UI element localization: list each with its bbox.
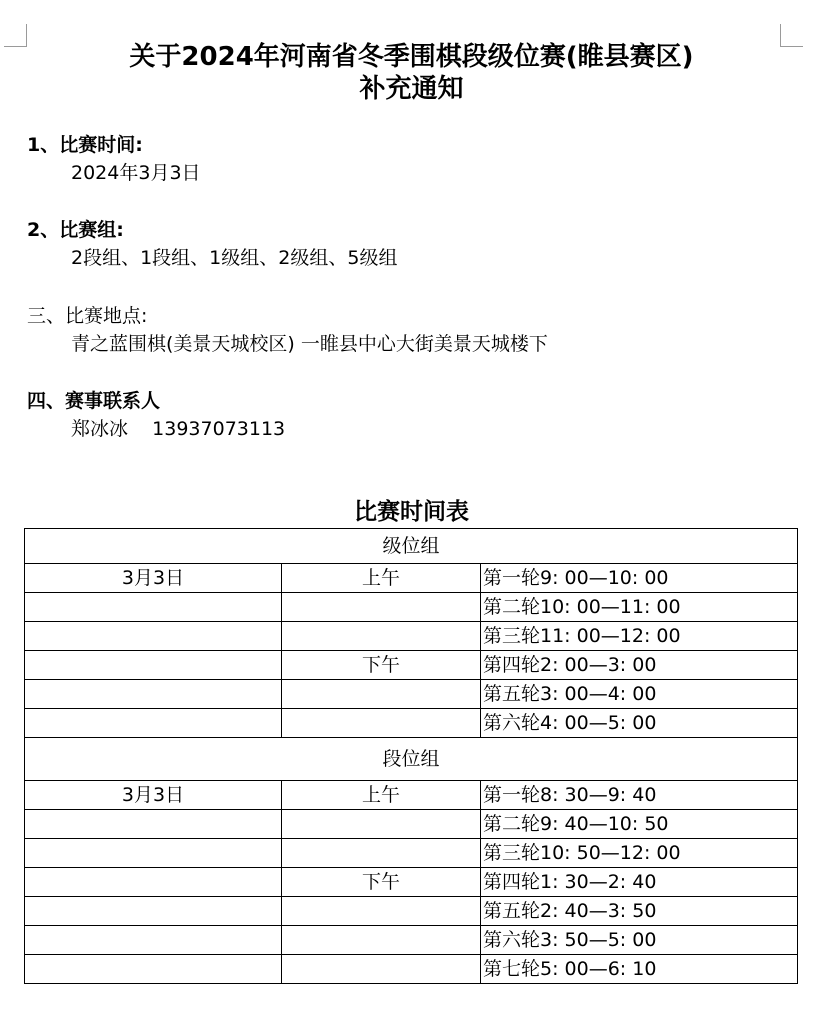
period-cell: 上午 (282, 781, 481, 810)
section-contact-heading: 四、赛事联系人 (27, 390, 161, 412)
round-cell: 第二轮10: 00—11: 00 (481, 593, 798, 622)
period-cell (282, 839, 481, 868)
period-cell: 上午 (282, 564, 481, 593)
section-time-body: 2024年3月3日 (71, 162, 201, 184)
table-row (25, 709, 798, 738)
table-row (25, 839, 798, 868)
date-cell: 3月3日 (25, 781, 282, 810)
table-row (25, 868, 798, 897)
table-row (25, 781, 798, 810)
period-cell: 下午 (282, 651, 481, 680)
round-cell: 第一轮8: 30—9: 40 (481, 781, 798, 810)
date-cell (25, 651, 282, 680)
document-title: 关于2024年河南省冬季围棋段级位赛(睢县赛区) (129, 42, 694, 72)
section-venue-body: 青之蓝围棋(美景天城校区) 一睢县中心大街美景天城楼下 (71, 333, 548, 355)
table-row (25, 810, 798, 839)
period-cell (282, 926, 481, 955)
group-name: 段位组 (25, 738, 798, 781)
period-cell (282, 622, 481, 651)
date-cell: 3月3日 (25, 564, 282, 593)
date-cell (25, 810, 282, 839)
table-row (25, 897, 798, 926)
schedule-table (24, 528, 798, 984)
round-cell: 第四轮2: 00—3: 00 (481, 651, 798, 680)
date-cell (25, 926, 282, 955)
group-header-row (25, 529, 798, 564)
section-time-heading: 1、比赛时间: (27, 134, 143, 156)
group-header-row (25, 738, 798, 781)
table-row (25, 622, 798, 651)
round-cell: 第四轮1: 30—2: 40 (481, 868, 798, 897)
section-groups-heading: 2、比赛组: (27, 219, 124, 241)
round-cell: 第七轮5: 00—6: 10 (481, 955, 798, 984)
table-row (25, 955, 798, 984)
section-contact-body: 郑冰冰 13937073113 (71, 418, 286, 440)
round-cell: 第五轮2: 40—3: 50 (481, 897, 798, 926)
round-cell: 第三轮11: 00—12: 00 (481, 622, 798, 651)
date-cell (25, 709, 282, 738)
table-row (25, 564, 798, 593)
schedule-title: 比赛时间表 (354, 499, 469, 525)
table-row (25, 651, 798, 680)
round-cell: 第六轮4: 00—5: 00 (481, 709, 798, 738)
period-cell (282, 593, 481, 622)
date-cell (25, 622, 282, 651)
period-cell: 下午 (282, 868, 481, 897)
date-cell (25, 593, 282, 622)
table-row (25, 680, 798, 709)
section-venue-heading: 三、比赛地点: (27, 305, 148, 327)
section-groups-body: 2段组、1段组、1级组、2级组、5级组 (71, 247, 398, 269)
round-cell: 第一轮9: 00—10: 00 (481, 564, 798, 593)
round-cell: 第六轮3: 50—5: 00 (481, 926, 798, 955)
period-cell (282, 680, 481, 709)
date-cell (25, 897, 282, 926)
date-cell (25, 680, 282, 709)
table-row (25, 593, 798, 622)
period-cell (282, 810, 481, 839)
period-cell (282, 897, 481, 926)
period-cell (282, 955, 481, 984)
period-cell (282, 709, 481, 738)
date-cell (25, 955, 282, 984)
round-cell: 第五轮3: 00—4: 00 (481, 680, 798, 709)
date-cell (25, 839, 282, 868)
document-subtitle: 补充通知 (359, 74, 464, 104)
date-cell (25, 868, 282, 897)
round-cell: 第二轮9: 40—10: 50 (481, 810, 798, 839)
table-row (25, 926, 798, 955)
group-name: 级位组 (25, 529, 798, 564)
round-cell: 第三轮10: 50—12: 00 (481, 839, 798, 868)
